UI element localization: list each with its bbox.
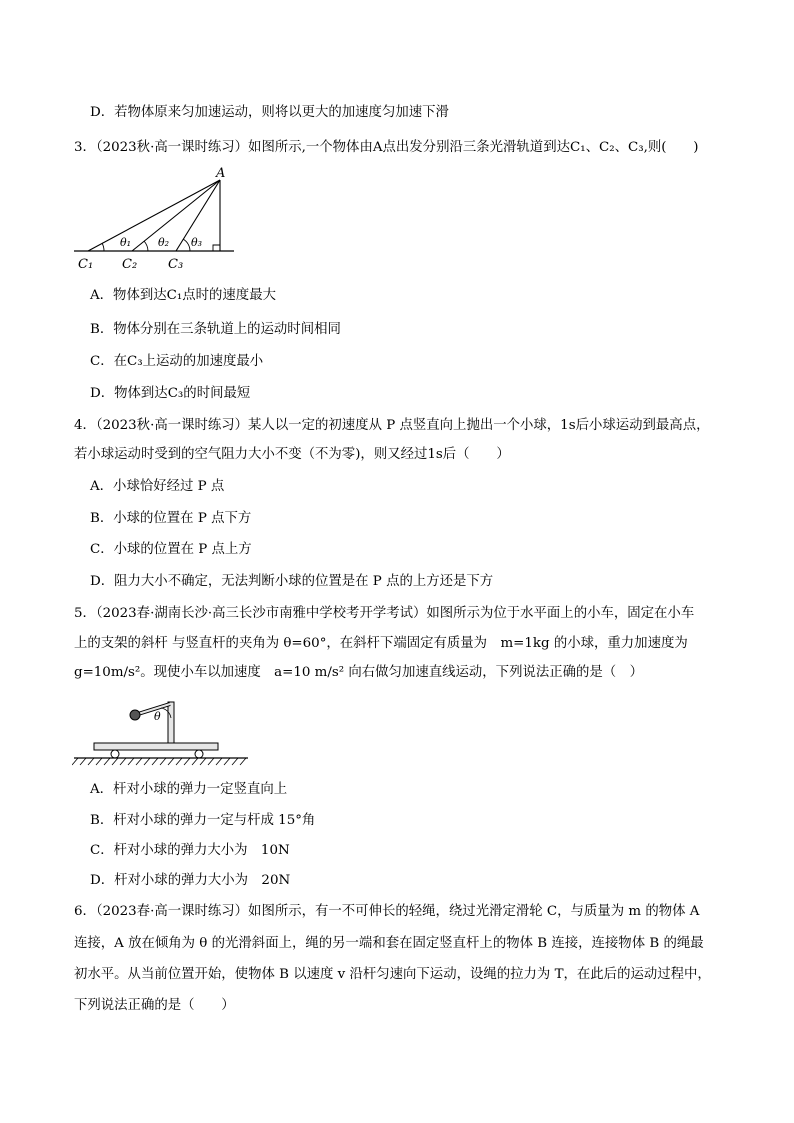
question-4-stem: 4．（2023秋·高一课时练习）某人以一定的初速度从 P 点竖直向上抛出一个小球，1s后小球运动到最高点，	[74, 418, 710, 433]
question-6-stem-cont2: 初水平。从当前位置开始，使物体 B 以速度 v 沿杆匀速向下运动，设绳的拉力为 T，在此后的运动过程中，	[74, 967, 711, 982]
q5-option-a: A．杆对小球的弹力一定竖直向上	[90, 782, 288, 797]
label-theta1: θ₁	[120, 236, 132, 249]
question-6-stem-cont3: 下列说法正确的是（ ）	[74, 998, 235, 1013]
q5-option-d: D．杆对小球的弹力大小为 20N	[90, 873, 291, 888]
ground-hatching	[72, 758, 246, 765]
track-c2	[132, 180, 220, 251]
vertical-pole	[168, 702, 174, 743]
q4-option-d: D．阻力大小不确定，无法判断小球的位置是在 P 点的上方还是下方	[90, 574, 494, 589]
angle-arc-3	[183, 239, 190, 251]
q4-option-a: A．小球恰好经过 P 点	[90, 479, 225, 494]
question-3-stem: 3．（2023秋·高一课时练习）如图所示,一个物体由A点出发分别沿三条光滑轨道到达C₁、C₂、C₃,则( )	[74, 140, 699, 155]
label-c1: C₁	[78, 257, 94, 272]
q4-option-b: B．小球的位置在 P 点下方	[90, 511, 252, 526]
cart-body	[94, 743, 218, 750]
label-theta: θ	[154, 710, 161, 723]
angle-arc-1	[102, 243, 104, 251]
angle-arc-2	[144, 241, 148, 251]
q3-option-d: D．物体到达C₃的时间最短	[90, 386, 251, 401]
question-5-stem-cont1: 上的支架的斜杆 与竖直杆的夹角为 θ=60°，在斜杆下端固定有质量为 m=1kg 的小球，重力加速度为	[74, 636, 688, 651]
question-4-stem-cont: 若小球运动时受到的空气阻力大小不变（不为零)，则又经过1s后（ ）	[74, 447, 510, 462]
question-5-stem: 5．（2023春·湖南长沙·高三长沙市南雅中学校考开学考试）如图所示为位于水平面上的小车，固定在小车	[74, 606, 695, 621]
q3-option-a: A．物体到达C₁点时的速度最大	[90, 288, 276, 303]
q5-option-c: C．杆对小球的弹力大小为 10N	[90, 843, 290, 858]
q3-option-b: B．物体分别在三条轨道上的运动时间相同	[90, 322, 341, 337]
q4-option-c: C．小球的位置在 P 点上方	[90, 542, 252, 557]
label-a: A	[216, 166, 226, 181]
question-6-stem: 6．（2023春·高一课时练习）如图所示，有一不可伸长的轻绳，绕过光滑定滑轮 C，与质量为 m 的物体 A	[74, 904, 700, 919]
label-c2: C₂	[122, 257, 138, 272]
label-theta2: θ₂	[158, 236, 170, 249]
figure-tracks	[70, 166, 240, 278]
wheel-left	[111, 750, 119, 758]
ball	[130, 710, 140, 720]
q3-option-c: C．在C₃上运动的加速度最小	[90, 354, 264, 369]
q5-option-b: B．杆对小球的弹力一定与杆成 15°角	[90, 813, 316, 828]
figure-cart	[72, 692, 252, 770]
label-theta3: θ₃	[191, 236, 203, 249]
question-6-stem-cont1: 连接，A 放在倾角为 θ 的光滑斜面上，绳的另一端和套在固定竖直杆上的物体 B 连接，连接物体 B 的绳最	[74, 936, 704, 951]
right-angle-mark	[213, 245, 220, 251]
wheel-right	[195, 750, 203, 758]
question-5-stem-cont2: g=10m/s²。现使小车以加速度 a=10 m/s² 向右做匀加速直线运动，下列说法正确的是（ ）	[74, 665, 643, 680]
label-c3: C₃	[168, 257, 184, 272]
q2-option-d: D．若物体原来匀加速运动，则将以更大的加速度匀加速下滑	[90, 105, 449, 120]
